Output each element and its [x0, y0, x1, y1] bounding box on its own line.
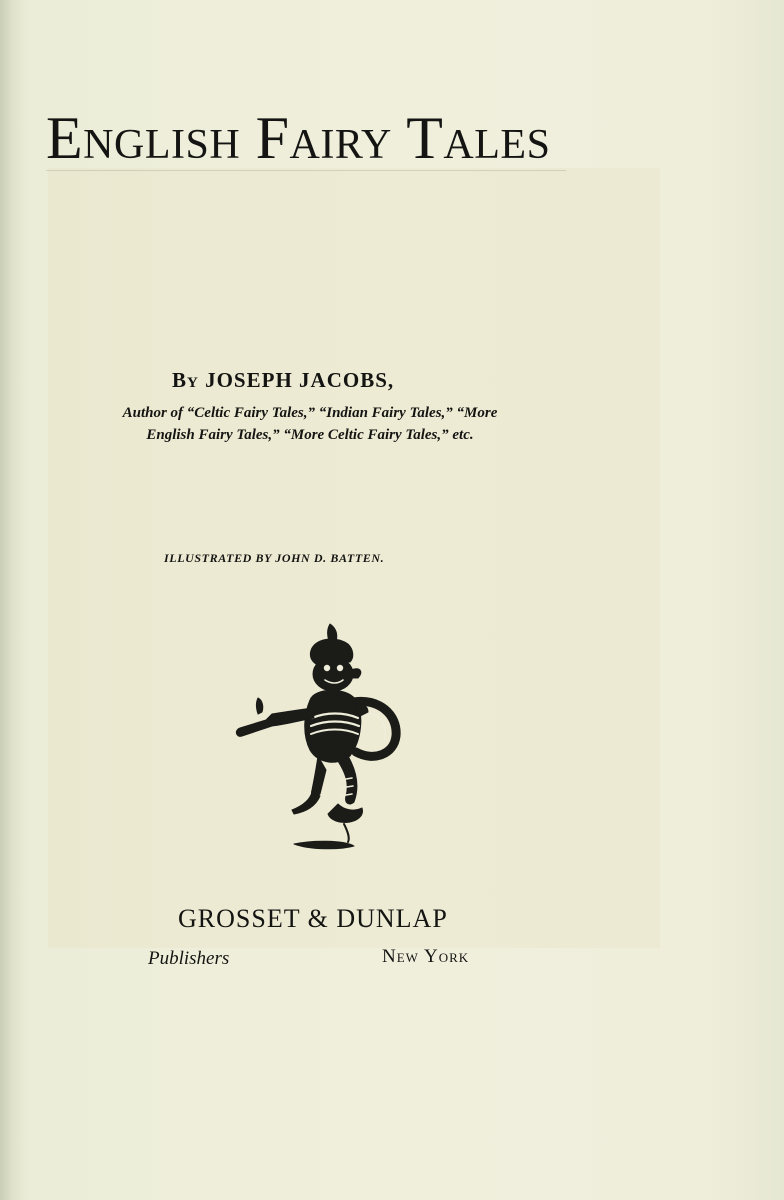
book-title: English Fairy Tales — [46, 105, 551, 171]
author-name: JOSEPH JACOBS, — [205, 368, 395, 392]
publisher-city: New York — [382, 946, 470, 967]
author-byline — [172, 368, 394, 393]
byline-prefix: By — [172, 368, 199, 392]
author-credits-line-1: Author of “Celtic Fairy Tales,” “Indian Fairy Tales,” “More — [122, 405, 498, 421]
illustrator-credit: ILLUSTRATED BY JOHN D. BATTEN. — [164, 551, 385, 565]
publisher-name: GROSSET & DUNLAP — [178, 904, 448, 933]
author-credits-line-2: English Fairy Tales,” “More Celtic Fairy Tales,” etc. — [146, 427, 474, 443]
page-edge-shadow — [0, 0, 22, 1200]
title-divider — [46, 170, 566, 171]
author-credits — [48, 402, 572, 446]
publishers-label: Publishers — [148, 948, 230, 969]
dancing-goblin-illustration — [232, 620, 402, 856]
